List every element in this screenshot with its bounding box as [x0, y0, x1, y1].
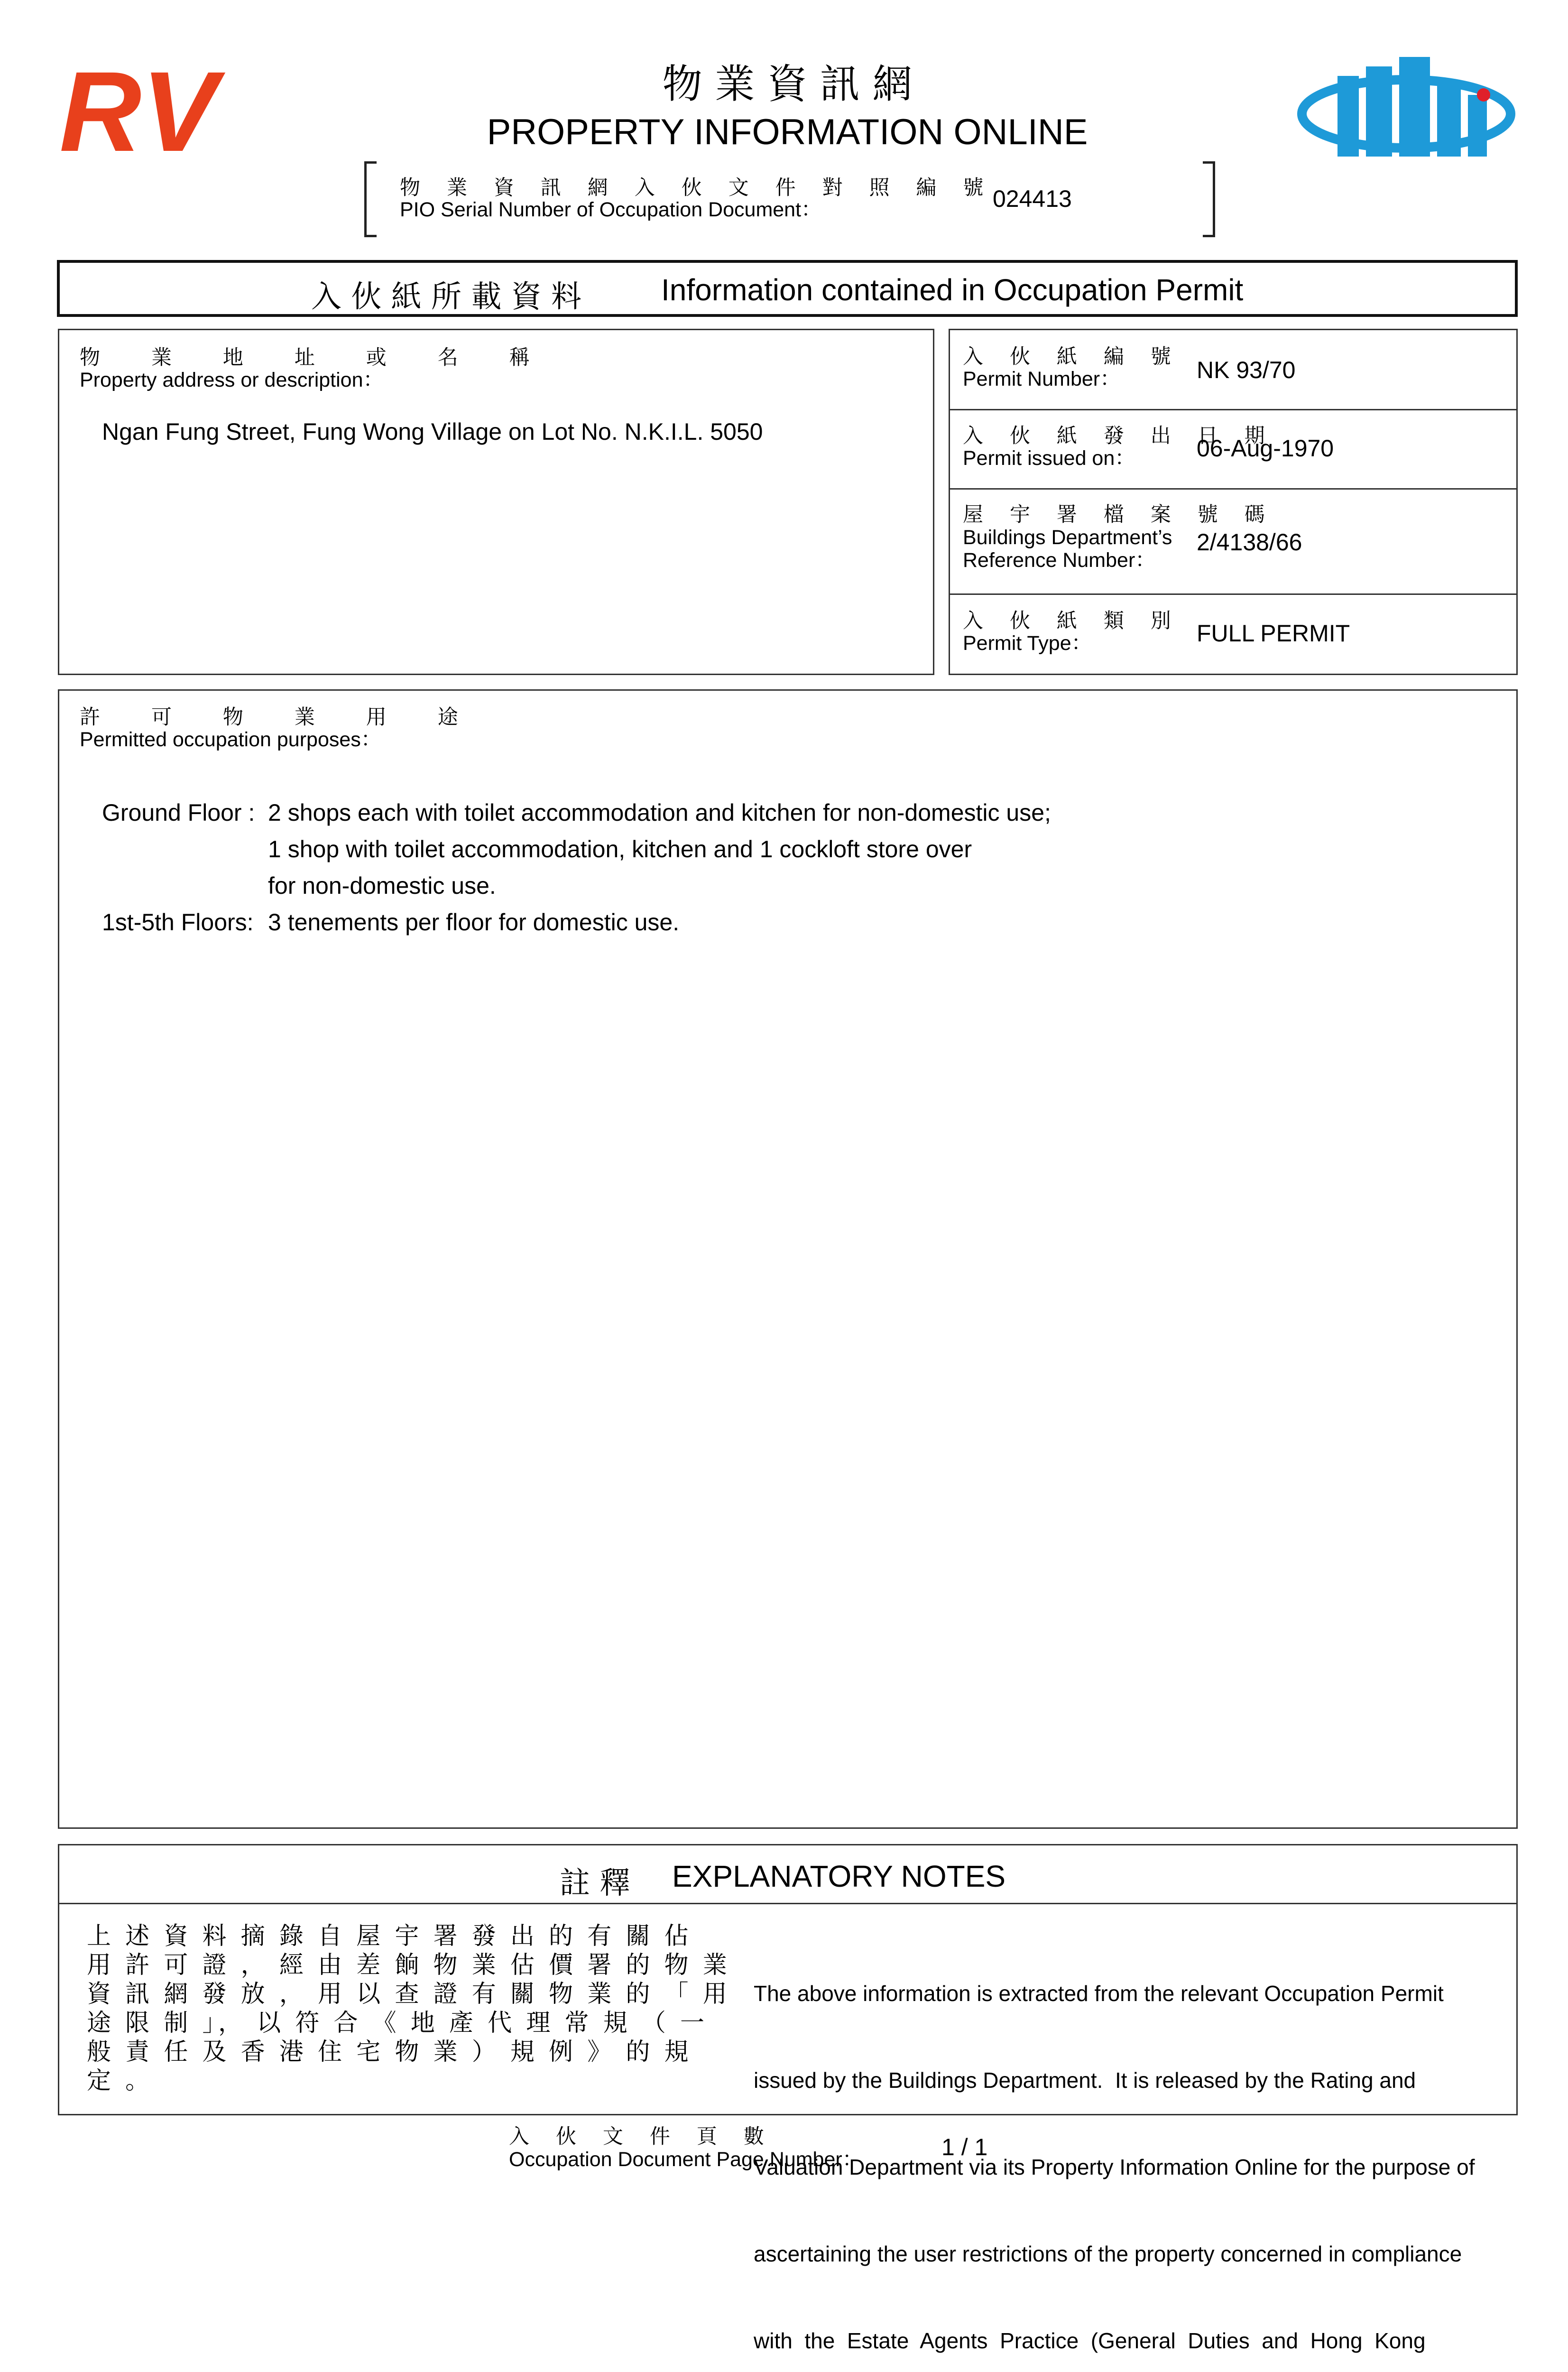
purpose-text: for non-domestic use.	[268, 872, 496, 899]
notes-en-line: with the Estate Agents Practice (General Duties and Hong Kong	[754, 2328, 1426, 2353]
section-title-box	[57, 260, 1518, 317]
purposes-box	[58, 689, 1518, 1829]
notes-zh-line: 上 述 資 料 摘 錄 自 屋 宇 署 發 出 的 有 關 佔	[87, 1922, 692, 1949]
section-title-zh: 入 伙 紙 所 載 資 料	[311, 279, 582, 315]
permit-type-value: FULL PERMIT	[1197, 620, 1350, 647]
pio-logo-building-3	[1399, 57, 1430, 157]
bd-reference-label-zh: 屋 宇 署 檔 案 號 碼	[963, 503, 1275, 526]
rv-logo-text: RV	[59, 61, 218, 156]
permit-info-divider	[950, 409, 1516, 410]
page-title-en: PROPERTY INFORMATION ONLINE	[487, 112, 1088, 152]
page-number-value: 1 / 1	[941, 2134, 988, 2160]
notes-en-line: issued by the Buildings Department. It is released by the Rating and	[754, 2068, 1416, 2093]
serial-bracket-left	[364, 161, 377, 237]
notes-zh-line: 定 。	[87, 2067, 154, 2094]
permit-number-label-en: Permit Number：	[963, 368, 1121, 390]
permit-type-label-en: Permit Type：	[963, 632, 1092, 655]
pio-logo	[1297, 52, 1520, 166]
notes-zh-line: 般 責 任 及 香 港 住 宅 物 業 ） 規 例 》 的 規	[87, 2038, 692, 2065]
notes-zh-line: 途 限 制 」， 以 符 合 《 地 產 代 理 常 規 （ 一	[87, 2009, 709, 2036]
pio-logo-building-4	[1437, 81, 1461, 157]
pio-logo-building-2	[1366, 66, 1392, 157]
purpose-text: 3 tenements per floor for domestic use.	[268, 909, 680, 936]
purpose-floor: Ground Floor :	[102, 799, 255, 826]
serial-label-en: PIO Serial Number of Occupation Document：	[400, 198, 822, 221]
permit-issued-value: 06-Aug-1970	[1197, 435, 1334, 462]
purpose-floor: 1st-5th Floors:	[102, 909, 254, 936]
purpose-text: 1 shop with toilet accommodation, kitchen and 1 cockloft store over	[268, 836, 972, 862]
notes-title-zh: 註 釋	[560, 1866, 630, 1901]
notes-en-line: Valuation Department via its Property Information Online for the purpose of	[754, 2155, 1475, 2179]
notes-en-line: The above information is extracted from the relevant Occupation Permit	[754, 1981, 1444, 2006]
address-label-en: Property address or description：	[80, 369, 384, 391]
bd-reference-value: 2/4138/66	[1197, 529, 1302, 556]
address-value: Ngan Fung Street, Fung Wong Village on Lot No. N.K.I.L. 5050	[102, 418, 763, 445]
address-box	[58, 329, 934, 675]
notes-zh-line: 用 許 可 證 ， 經 由 差 餉 物 業 估 價 署 的 物 業	[87, 1951, 731, 1978]
bd-reference-label-en-1: Buildings Department’s	[963, 526, 1172, 549]
serial-value: 024413	[993, 185, 1072, 212]
bd-reference-label-en-2: Reference Number：	[963, 549, 1156, 572]
serial-bracket-right	[1203, 161, 1215, 237]
page-number-label-zh: 入 伙 文 件 頁 數	[509, 2125, 775, 2148]
pio-logo-building-5	[1468, 95, 1487, 157]
permit-number-value: NK 93/70	[1197, 357, 1296, 383]
pio-logo-building-1	[1337, 76, 1359, 157]
address-label-zh: 物 業 地 址 或 名 稱	[80, 346, 553, 369]
notes-title-en: EXPLANATORY NOTES	[672, 1859, 1006, 1893]
notes-zh-line: 資 訊 網 發 放 ， 用 以 查 證 有 關 物 業 的 「 用	[87, 1980, 731, 2007]
permit-number-label-zh: 入 伙 紙 編 號	[963, 345, 1181, 368]
permit-info-box	[949, 329, 1518, 675]
notes-en	[754, 1921, 1498, 2372]
purposes-label-en: Permitted occupation purposes：	[80, 728, 381, 751]
notes-divider	[59, 1903, 1516, 1904]
page-title-zh: 物 業 資 訊 網	[662, 61, 913, 107]
serial-label-zh: 物 業 資 訊 網 入 伙 文 件 對 照 編 號	[400, 176, 994, 199]
purposes-label-zh: 許 可 物 業 用 途	[80, 706, 481, 729]
permit-type-label-zh: 入 伙 紙 類 別	[963, 610, 1181, 632]
notes-en-line: ascertaining the user restrictions of the property concerned in compliance	[754, 2242, 1462, 2266]
permit-issued-label-en: Permit issued on：	[963, 447, 1135, 470]
section-title-en: Information contained in Occupation Permit	[661, 273, 1244, 307]
permit-info-divider	[950, 593, 1516, 595]
permit-info-divider	[950, 488, 1516, 490]
notes-zh	[87, 1921, 731, 2095]
rv-logo	[59, 61, 258, 156]
purpose-text: 2 shops each with toilet accommodation and kitchen for non-domestic use;	[268, 799, 1051, 826]
permit-issued-label-zh: 入 伙 紙 發 出 日 期	[963, 425, 1275, 447]
pio-logo-dot	[1477, 88, 1490, 102]
page-number-label-en: Occupation Document Page Number：	[509, 2148, 863, 2171]
